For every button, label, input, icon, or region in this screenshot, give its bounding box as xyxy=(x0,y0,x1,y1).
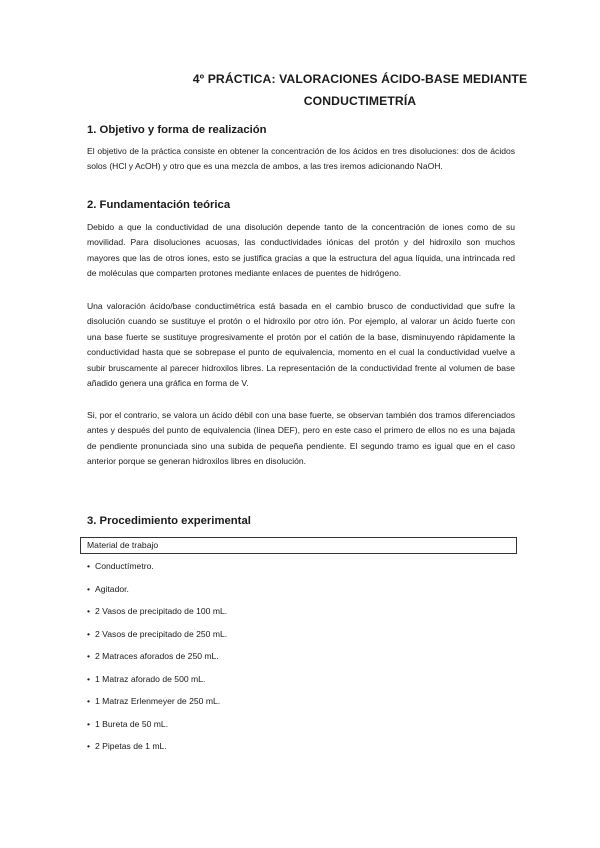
title-line-1: 4º PRÁCTICA: VALORACIONES ÁCIDO-BASE MEDIANTE xyxy=(192,72,528,86)
section-heading-objetivo: 1. Objetivo y forma de realización xyxy=(87,124,267,136)
title-line-2: CONDUCTIMETRÍA xyxy=(303,94,417,108)
list-item-label: 2 Matraces aforados de 250 mL. xyxy=(95,651,219,661)
list-item xyxy=(87,648,227,671)
list-item-label: 2 Pipetas de 1 mL. xyxy=(95,741,167,751)
section-heading-procedimiento: 3. Procedimiento experimental xyxy=(87,515,251,527)
bullet-icon: • xyxy=(87,673,91,684)
paragraph-objetivo: El objetivo de la práctica consiste en obtener la concentración de los ácidos en tres disoluciones: dos de ácidos solos (HCl y AcOH) y otro que es una mezcla de ambos, a las tres iremos adicionando NaOH. xyxy=(87,146,515,172)
page-title xyxy=(150,68,570,112)
list-item xyxy=(87,603,227,626)
bullet-icon: • xyxy=(87,718,91,729)
material-list xyxy=(87,558,227,761)
material-table-header: Material de trabajo xyxy=(80,537,517,554)
bullet-icon: • xyxy=(87,583,91,594)
list-item xyxy=(87,671,227,694)
bullet-icon: • xyxy=(87,741,91,751)
bullet-icon: • xyxy=(87,561,91,571)
list-item xyxy=(87,738,227,761)
list-item-label: 1 Bureta de 50 mL. xyxy=(95,718,169,729)
list-item xyxy=(87,716,227,739)
list-item xyxy=(87,581,227,604)
list-item xyxy=(87,693,227,716)
bullet-icon: • xyxy=(87,651,91,661)
list-item-label: 1 Matraz Erlenmeyer de 250 mL. xyxy=(95,696,221,706)
bullet-icon: • xyxy=(87,606,91,616)
section-heading-fundamentacion: 2. Fundamentación teórica xyxy=(87,199,231,211)
list-item xyxy=(87,626,227,649)
bullet-icon: • xyxy=(87,628,91,639)
list-item xyxy=(87,558,227,581)
paragraph-fundamentacion-2: Una valoración ácido/base conductimétrica está basada en el cambio brusco de conductividad que sufre la disolución cuando se sustituye el protón o el hidroxilo por otro ión. Por ejemplo, al valorar un ácido fuerte con una base fuerte se sustituye progresivamente el protón por el catión de la base, disminuyendo rápidamente la conductividad hasta que se sobrepase el punto de equivalencia, momento en el cual la conductividad vuelve a subir bruscamente al parecer hidroxilos libres. La representación de la conductividad frente al volumen de base añadido genera una gráfica en forma de V. xyxy=(87,301,515,389)
list-item-label: 2 Vasos de precipitado de 250 mL. xyxy=(95,628,228,639)
list-item-label: Conductímetro. xyxy=(95,561,154,571)
paragraph-fundamentacion-1: Debido a que la conductividad de una disolución depende tanto de la concentración de iones como de su movilidad. Para disoluciones acuosas, las conductividades iónicas del protón y del hidroxilo son muchos mayores que las de otros iones, esto se justifica gracias a que la estructura del agua líquida, una intrincada red de moléculas que comparten protones mediante enlaces de puentes de hidrógeno. xyxy=(87,222,515,279)
paragraph-fundamentacion-3: Si, por el contrario, se valora un ácido débil con una base fuerte, se observan también dos tramos diferenciados antes y después del punto de equivalencia (línea DEF), pero en este caso el primero de ellos no es una bajada de pendiente pronunciada sino una subida de pequeña pendiente. El segundo tramo es igual que en el caso anterior porque se generan hidroxilos libres en disolución. xyxy=(87,410,515,467)
list-item-label: 2 Vasos de precipitado de 100 mL. xyxy=(95,606,228,616)
bullet-icon: • xyxy=(87,696,91,706)
list-item-label: Agitador. xyxy=(95,583,129,594)
list-item-label: 1 Matraz aforado de 500 mL. xyxy=(95,673,206,684)
